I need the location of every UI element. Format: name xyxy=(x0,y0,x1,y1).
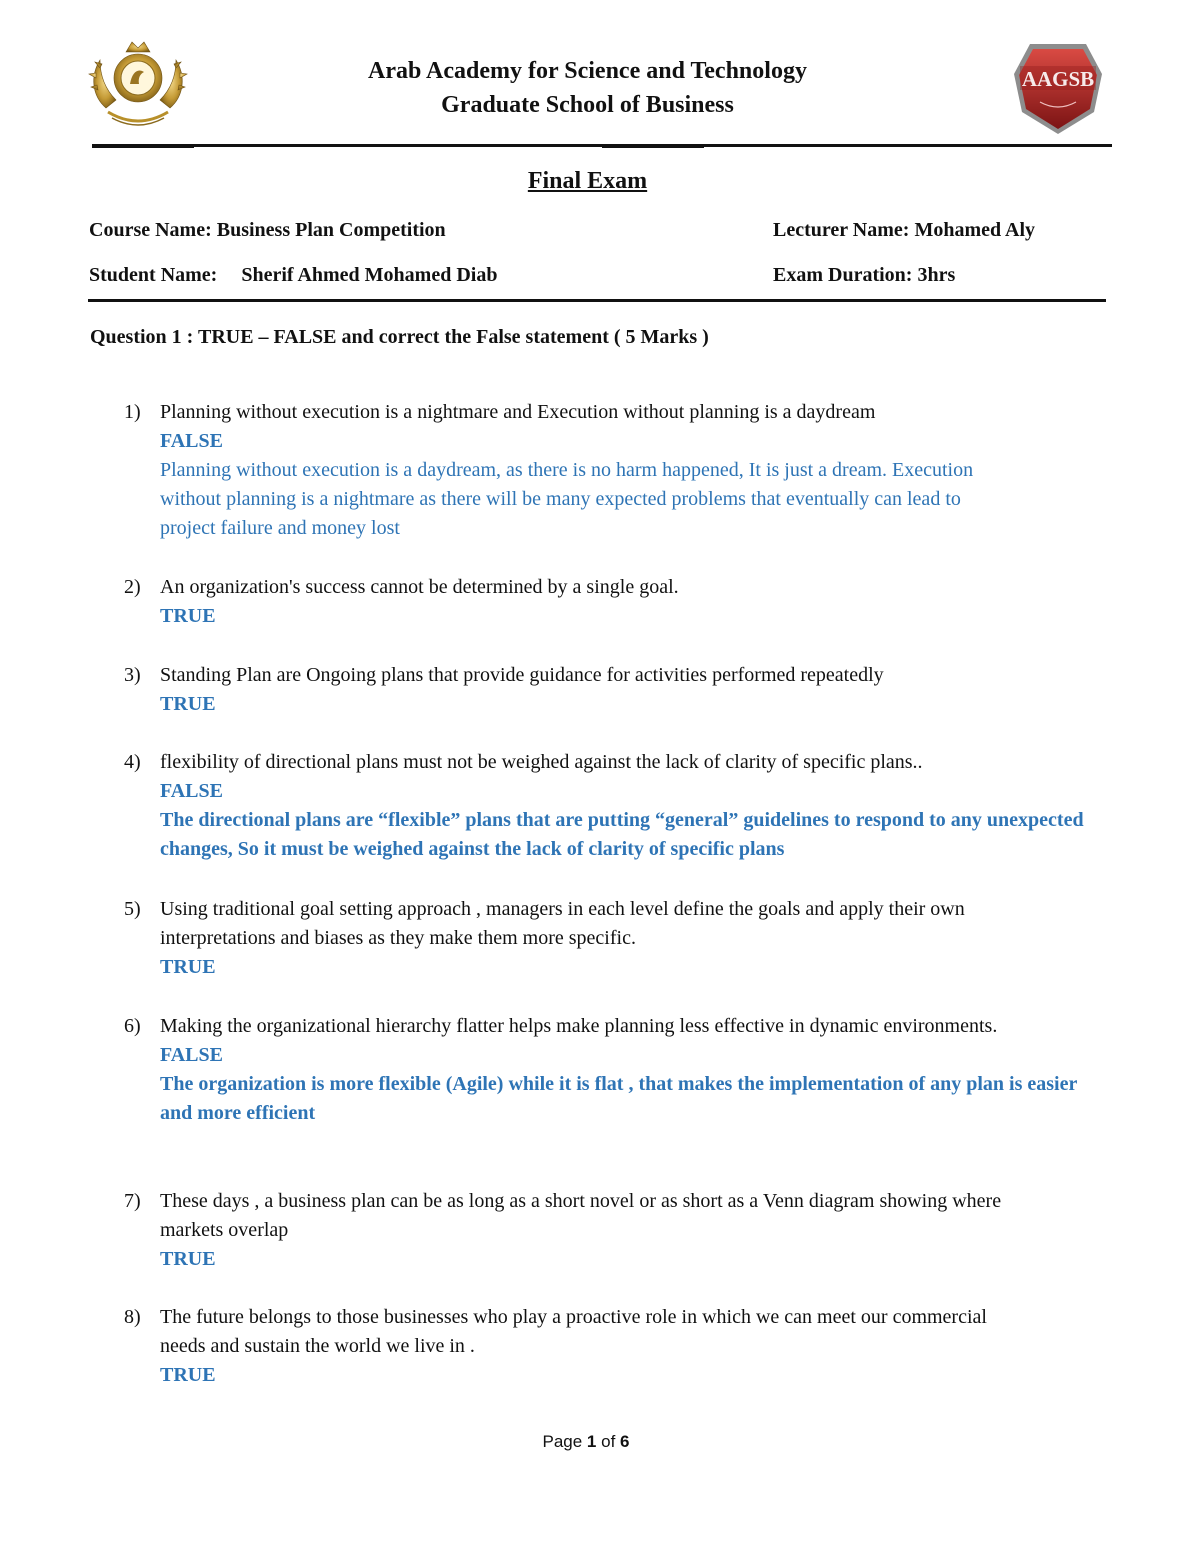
question-number: 1) xyxy=(124,401,141,423)
question-item xyxy=(124,895,1104,982)
answer-explanation: Planning without execution is a daydream, as there is no harm happened, It is just a dream. Execution without planning is a nightmare as there will be many expected problems that eventually can lead to project failure and money lost xyxy=(160,459,974,539)
course-label: Course Name: xyxy=(89,219,212,241)
question-heading: Question 1 : TRUE – FALSE and correct the False statement ( 5 Marks ) xyxy=(90,326,709,348)
duration-value: 3hrs xyxy=(917,264,956,286)
question-text: flexibility of directional plans must not be weighed against the lack of clarity of specific plans.. xyxy=(160,751,923,773)
question-item xyxy=(124,1187,1104,1274)
course-info xyxy=(89,217,446,243)
question-item xyxy=(124,661,1104,719)
header-divider xyxy=(92,144,1112,147)
school-name: Graduate School of Business xyxy=(441,92,734,118)
duration-info xyxy=(773,262,955,288)
answer-explanation: The organization is more flexible (Agile) while it is flat , that makes the implementation of any plan is easier and more efficient xyxy=(160,1073,1077,1124)
question-number: 3) xyxy=(124,664,141,686)
answer-label: TRUE xyxy=(160,693,216,715)
answer-label: TRUE xyxy=(160,956,216,978)
question-text: Using traditional goal setting approach , managers in each level define the goals and apply their own interpretations and biases as they make them more specific. xyxy=(160,898,965,949)
page-total: 6 xyxy=(620,1432,630,1451)
question-text: Standing Plan are Ongoing plans that provide guidance for activities performed repeatedly xyxy=(160,664,884,686)
section-divider xyxy=(88,299,1106,302)
question-text: Making the organizational hierarchy flatter helps make planning less effective in dynamic environments. xyxy=(160,1015,998,1037)
answer-label: FALSE xyxy=(160,430,223,452)
student-info xyxy=(89,262,497,288)
question-text: The future belongs to those businesses who play a proactive role in which we can meet our commercial needs and sustain the world we live in . xyxy=(160,1306,987,1357)
question-number: 5) xyxy=(124,898,141,920)
question-number: 7) xyxy=(124,1190,141,1212)
question-item xyxy=(124,398,1104,543)
answer-explanation: The directional plans are “flexible” plans that are putting “general” guidelines to respond to any unexpected changes, So it must be weighed against the lack of clarity of specific plans xyxy=(160,809,1084,860)
of-word: of xyxy=(601,1432,616,1451)
institution-name: Arab Academy for Science and Technology xyxy=(368,58,807,84)
page-footer xyxy=(0,1432,1172,1452)
exam-title: Final Exam xyxy=(527,168,648,194)
question-number: 6) xyxy=(124,1015,141,1037)
question-text: These days , a business plan can be as long as a short novel or as short as a Venn diagram showing where markets overlap xyxy=(160,1190,1002,1241)
question-number: 8) xyxy=(124,1306,141,1328)
student-label: Student Name: xyxy=(89,264,218,286)
answer-label: TRUE xyxy=(160,1248,216,1270)
lecturer-info xyxy=(773,217,1035,243)
question-item xyxy=(124,1012,1104,1128)
question-text: Planning without execution is a nightmare and Execution without planning is a daydream xyxy=(160,401,876,423)
answer-label: TRUE xyxy=(160,605,216,627)
question-item xyxy=(124,1303,1104,1390)
student-value: Sherif Ahmed Mohamed Diab xyxy=(241,264,498,286)
page-number: 1 xyxy=(586,1432,597,1451)
aagsb-logo-text: AAGSB xyxy=(1021,67,1095,91)
question-item xyxy=(124,573,1104,631)
question-number: 2) xyxy=(124,576,141,598)
answer-label: TRUE xyxy=(160,1364,216,1386)
answer-label: FALSE xyxy=(160,1044,223,1066)
answer-label: FALSE xyxy=(160,780,223,802)
question-number: 4) xyxy=(124,751,141,773)
course-value: Business Plan Competition xyxy=(216,219,446,241)
lecturer-value: Mohamed Aly xyxy=(914,219,1035,241)
aagsb-logo xyxy=(1010,40,1106,136)
question-item xyxy=(124,748,1104,864)
duration-label: Exam Duration: xyxy=(773,264,913,286)
question-text: An organization's success cannot be determined by a single goal. xyxy=(160,576,679,598)
page-word: Page xyxy=(542,1432,583,1451)
lecturer-label: Lecturer Name: xyxy=(773,219,910,241)
